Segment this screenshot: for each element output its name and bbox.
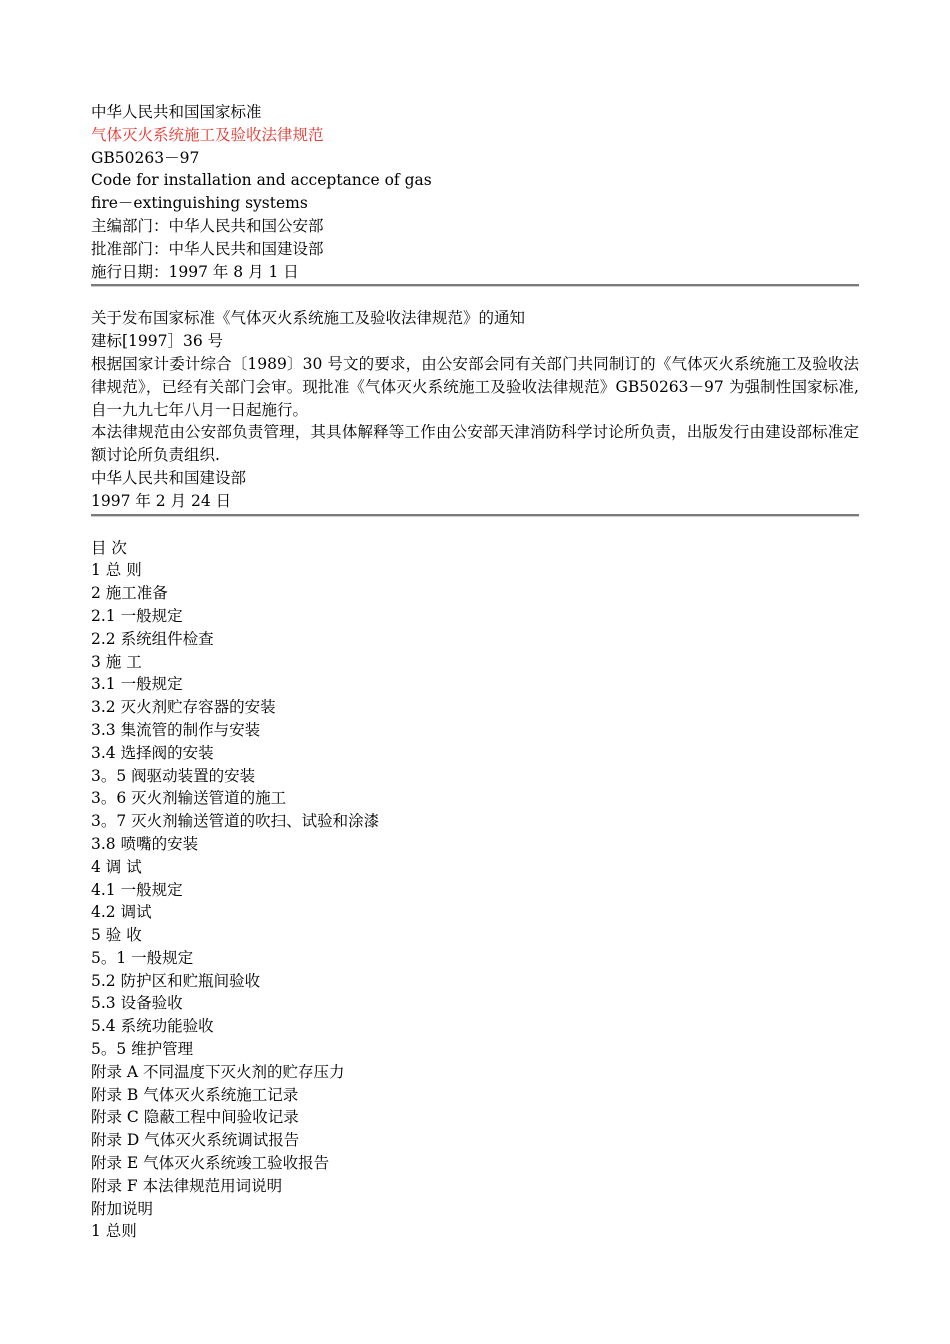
english-title-line-2: fire－extinguishing systems [91, 194, 308, 213]
standard-type: 中华人民共和国国家标准 [91, 103, 262, 121]
notice-paragraph-1: 根据国家计委计综合〔1989〕30 号文的要求，由公安部会同有关部门共同制订的《气体灭火系统施工及验收法律规范》，已经有关部门会审。现批准《气体灭火系统施工及验收法律规范》GB50263－97 为强制性国家标准,自一九九七年八月一日起施行。 [91, 354, 859, 419]
document-page [91, 101, 859, 1243]
toc-item: 5.2 防护区和贮瓶间验收 [91, 971, 261, 990]
toc-item: 5 验 收 [91, 926, 142, 945]
toc-item: 1 总 则 [91, 561, 142, 580]
toc-heading: 目 次 [91, 538, 127, 557]
editor-department: 主编部门：中华人民共和国公安部 [91, 216, 324, 235]
toc-item: 2 施工准备 [91, 584, 168, 603]
toc-item: 3.2 灭火剂贮存容器的安装 [91, 698, 276, 717]
toc-item: 2.2 系统组件检查 [91, 629, 214, 648]
toc-item: 4 调 试 [91, 857, 142, 876]
toc-item: 附录 B 气体灭火系统施工记录 [91, 1085, 299, 1104]
toc-item: 3。6 灭火剂输送管道的施工 [91, 789, 287, 808]
toc-item: 5.4 系统功能验收 [91, 1017, 214, 1036]
toc-item: 3.8 喷嘴的安装 [91, 834, 199, 853]
notice-paragraph-2: 本法律规范由公安部负责管理，其具体解释等工作由公安部天津消防科学讨论所负责，出版发行由建设部标准定额讨论所负责组织. [91, 423, 859, 465]
effective-date: 施行日期：1997 年 8 月 1 日 [91, 262, 299, 281]
notice-number: 建标[1997］36 号 [91, 332, 224, 351]
approver-department: 批准部门：中华人民共和国建设部 [91, 239, 324, 258]
document-title: 气体灭火系统施工及验收法律规范 [91, 125, 324, 144]
notice-title: 关于发布国家标准《气体灭火系统施工及验收法律规范》的通知 [91, 309, 526, 328]
notice-date: 1997 年 2 月 24 日 [91, 491, 232, 510]
toc-item: 附录 C 隐蔽工程中间验收记录 [91, 1108, 299, 1127]
toc-item: 附加说明 [91, 1199, 154, 1218]
toc-item: 2.1 一般规定 [91, 606, 183, 625]
toc-item: 附录 F 本法律规范用词说明 [91, 1176, 283, 1195]
toc-item: 附录 A 不同温度下灭火剂的贮存压力 [91, 1062, 345, 1081]
english-title-line-1: Code for installation and acceptance of gas [91, 171, 432, 190]
toc-item: 5。5 维护管理 [91, 1040, 194, 1059]
toc-item: 5.3 设备验收 [91, 994, 183, 1013]
toc-item: 4.1 一般规定 [91, 880, 183, 899]
toc-item: 3。5 阀驱动装置的安装 [91, 766, 256, 785]
toc-item: 3.3 集流管的制作与安装 [91, 720, 261, 739]
toc-item: 5。1 一般规定 [91, 948, 194, 967]
toc-item: 3.1 一般规定 [91, 675, 183, 694]
toc-item: 1 总则 [91, 1222, 137, 1241]
toc-item: 3。7 灭火剂输送管道的吹扫、试验和涂漆 [91, 812, 380, 831]
toc-item: 附录 E 气体灭火系统竣工验收报告 [91, 1154, 330, 1173]
toc-item: 附录 D 气体灭火系统调试报告 [91, 1131, 300, 1150]
notice-issuer: 中华人民共和国建设部 [91, 468, 247, 487]
toc-item: 4.2 调试 [91, 903, 152, 922]
toc-item: 3 施 工 [91, 652, 142, 671]
toc-list [91, 559, 859, 1243]
standard-code: GB50263－97 [91, 148, 200, 167]
toc-item: 3.4 选择阀的安装 [91, 743, 214, 762]
